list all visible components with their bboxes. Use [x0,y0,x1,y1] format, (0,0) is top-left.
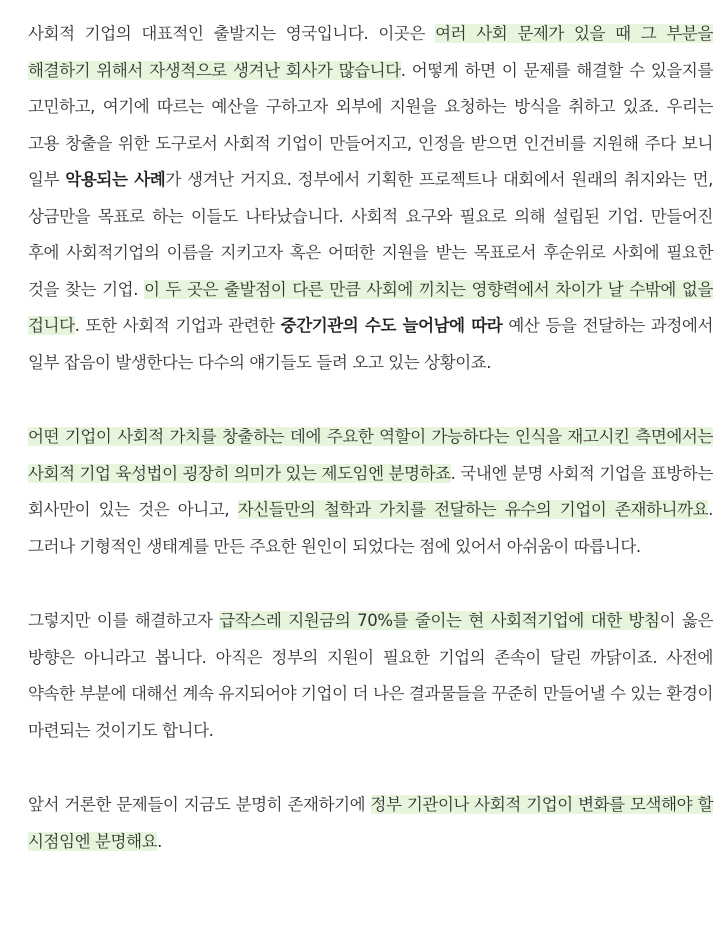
text-segment: 예산 등을 전달하는 과정에서 일부 잡음이 발생한다는 다수의 얘기들도 들려 오고 있는 상황이죠. [28,316,713,372]
highlighted-text: 어떤 기업이 사회적 가치를 창출하는 데에 주요한 역할이 가능하다는 인식을 재고시킨 측면에서는 사회적 기업 육성법이 굉장히 의미가 있는 제도임엔 분명하죠 [28,427,713,483]
text-segment: . 그러나 기형적인 생태계를 만든 주요한 원인이 되었다는 점에 있어서 아쉬움이 따릅니다. [28,500,714,556]
paragraph-3 [28,603,713,749]
text-segment: . [157,831,163,851]
paragraph-2 [28,419,713,565]
paragraph-4 [28,787,713,860]
highlighted-text: 이 두 곳은 출발점이 다른 만큼 사회에 끼치는 영향력에서 차이가 날 수밖에 없을 겁니다 [28,279,713,335]
article-body [28,16,713,898]
text-segment: 그렇지만 이를 해결하고자 [28,611,220,630]
bold-text: 중간기관의 수도 늘어남에 따라 [280,316,503,335]
bold-text: 악용되는 사례 [65,170,166,189]
text-segment: . 국내엔 분명 사회적 기업을 표방하는 회사만이 있는 것은 아니고, [28,463,713,519]
paragraph-1 [28,16,713,381]
text-segment: . 또한 사회적 기업과 관련한 [74,316,281,335]
text-segment: 앞서 거론한 문제들이 지금도 분명히 존재하기에 [28,795,371,814]
highlighted-text: 자신들만의 철학과 가치를 전달하는 유수의 기업이 존재하니까요 [237,500,709,519]
highlighted-text: 여러 사회 문제가 있을 때 그 부분을 해결하기 위해서 자생적으로 생겨난 회사가 많습니다 [28,24,713,80]
text-segment: . 어떻게 하면 이 문제를 해결할 수 있을지를 고민하고, 여기에 따르는 예산을 구하고자 외부에 지원을 요청하는 방식을 취하고 있죠. 우리는 고용 창출을 위한 도구로서 사회적 기업이 만들어지고, 인정을 받으면 인건비를 지원해 주다 보니 일부 [28,60,713,189]
highlighted-text: 급작스레 지원금의 70%를 줄이는 현 사회적기업에 대한 방침 [219,611,660,630]
text-segment: 이 옳은 방향은 아니라고 봅니다. 아직은 정부의 지원이 필요한 기업의 존속이 달린 까닭이죠. 사전에 약속한 부분에 대해선 계속 유지되어야 기업이 더 나은 결과물들을 꾸준히 만들어낼 수 있는 환경이 마련되는 것이기도 합니다. [28,611,713,740]
highlighted-text: 정부 기관이나 사회적 기업이 변화를 모색해야 할 시점임엔 분명해요 [28,795,713,851]
text-segment: 사회적 기업의 대표적인 출발지는 영국입니다. 이곳은 [28,24,436,43]
text-segment: 가 생겨난 거지요. 정부에서 기획한 프로젝트나 대회에서 원래의 취지와는 먼, 상금만을 목표로 하는 이들도 나타났습니다. 사회적 요구와 필요로 의해 설립된 기업. 만들어진 후에 사회적기업의 이름을 지키고자 혹은 어떠한 지원을 받는 목표로서 후순위로 사회에 필요한 것을 찾는 기업. [28,170,713,299]
